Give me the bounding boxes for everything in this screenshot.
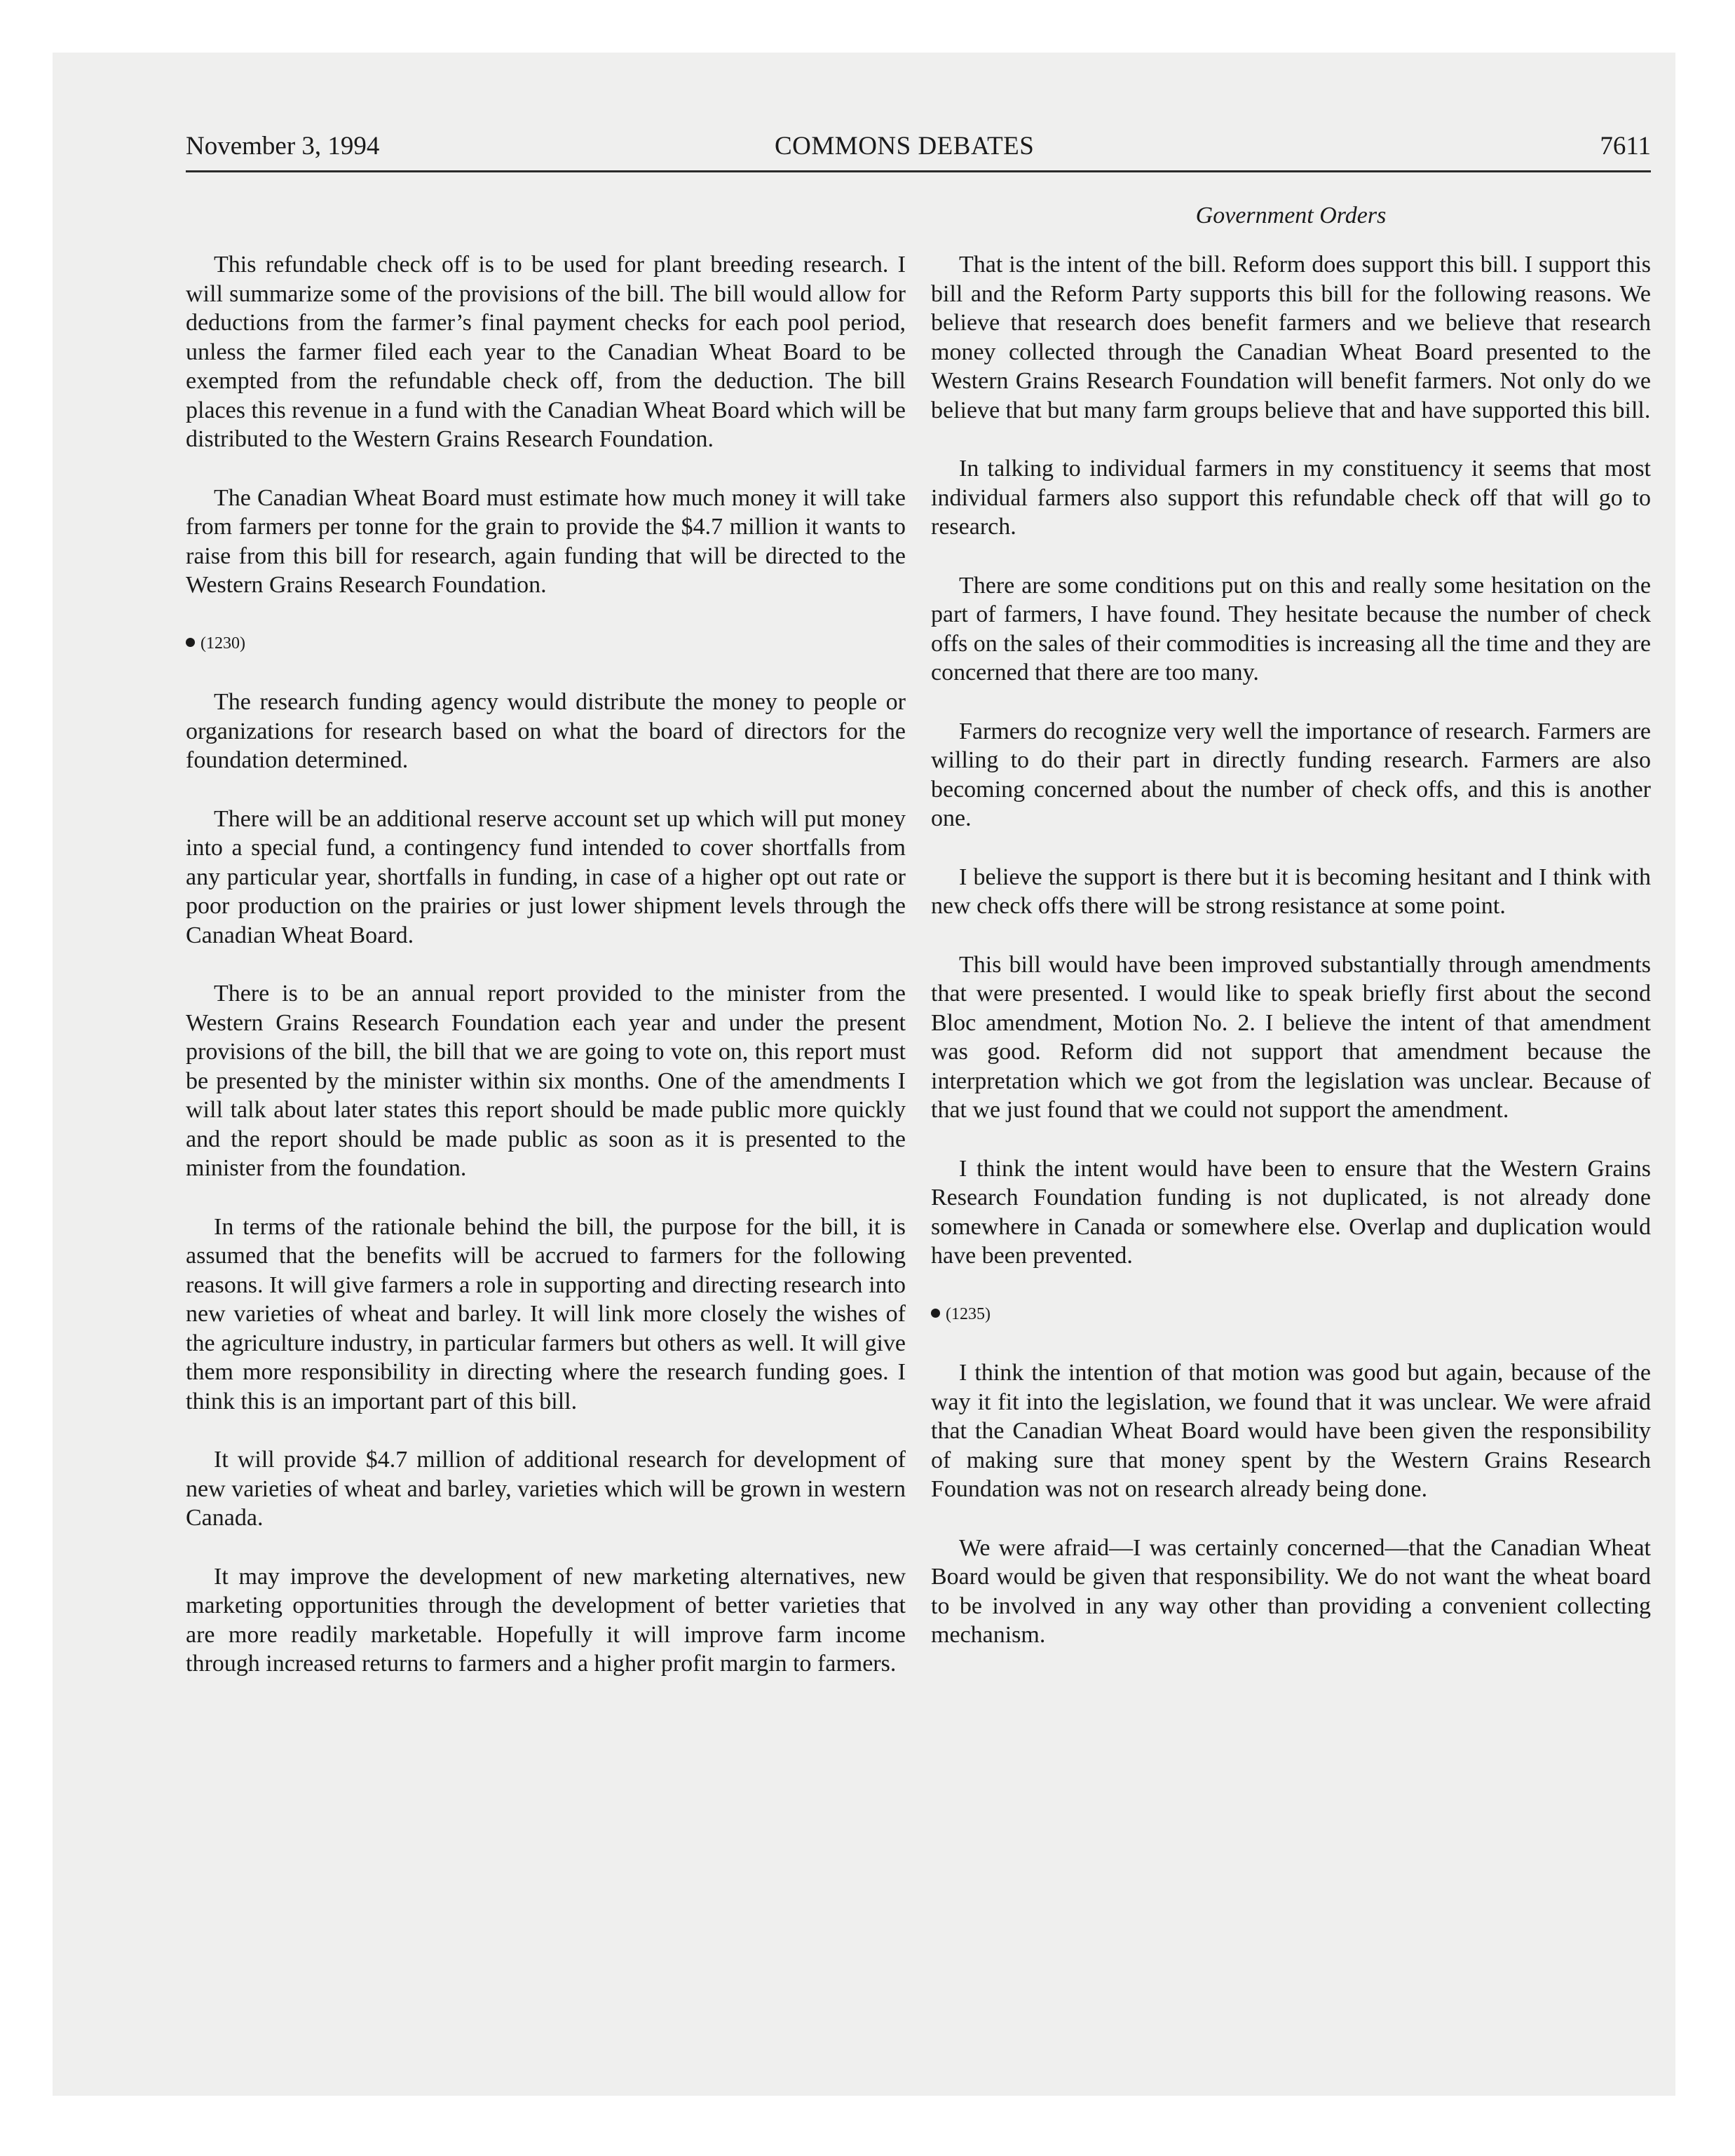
paragraph: This bill would have been improved substantially through amendments that were presented. I would like to speak briefly first about the second Bloc amendment, Motion No. 2. I believe the intent of that amendment was good. Reform did not support that amendment because the interpretation which we got from the legislation was unclear. Because of that we just found that we could not support the amendment. <box>931 951 1651 1123</box>
paragraph: In terms of the rationale behind the bill, the purpose for the bill, it is assumed that the benefits will be accrued to farmers for the following reasons. It will give farmers a role in supporting and directing research into new varieties of wheat and barley. It will link more closely the wishes of the agriculture industry, in particular farmers but others as well. It will give them more responsibility in directing where the research funding goes. I think this is an important part of this bill. <box>186 1213 906 1414</box>
left-column <box>186 250 906 1708</box>
paragraph: The Canadian Wheat Board must estimate how much money it will take from farmers per tonne for the grain to provide the $4.7 million it wants to raise from this bill for research, again funding that will be directed to the Western Grains Research Foundation. <box>186 484 906 598</box>
header-rule <box>186 170 1651 172</box>
paragraph: Farmers do recognize very well the importance of research. Farmers are willing to do their part in directly funding research. Farmers are also becoming concerned about the number of check offs, and this is another one. <box>931 718 1651 831</box>
paragraph: I think the intent would have been to ensure that the Western Grains Research Foundation funding is not duplicated, is not already done somewhere in Canada or somewhere else. Overlap and duplication would have been prevented. <box>931 1155 1651 1269</box>
page-header <box>186 128 1651 170</box>
section-title: Government Orders <box>1195 203 1387 228</box>
paragraph: There are some conditions put on this and really some hesitation on the part of farmers, I have found. They hesitate because the number of check offs on the sales of their commodities is increasing all the time and they are concerned that there are too many. <box>931 572 1651 685</box>
paragraph: It will provide $4.7 million of additional research for development of new varieties of wheat and barley, varieties which will be grown in western Canada. <box>186 1447 906 1531</box>
paragraph: There is to be an annual report provided to the minister from the Western Grains Research Foundation each year and under the present provisions of the bill, the bill that we are going to vote on, this report must be presented by the minister within six months. One of the amendments I will talk about later states this report should be made public more quickly and the report should be made public as soon as it is presented to the minister from the foundation. <box>186 981 906 1181</box>
time-marker <box>931 1300 1651 1330</box>
header-page-number: 7611 <box>1600 132 1651 161</box>
paragraph: In talking to individual farmers in my constituency it seems that most individual farmers also support this refundable check off that will go to research. <box>931 456 1651 540</box>
paragraph: There will be an additional reserve account set up which will put money into a special fund, a contingency fund intended to cover shortfalls from any particular year, shortfalls in funding, in case of a higher opt out rate or poor production on the prairies or just lower shipment levels through the Canadian Wheat Board. <box>186 805 906 948</box>
paragraph: The research funding agency would distribute the money to people or organizations for research based on what the board of directors for the foundation determined. <box>186 689 906 773</box>
paragraph: This refundable check off is to be used for plant breeding research. I will summarize some of the provisions of the bill. The bill would allow for deductions from the farmer’s final payment checks for each pool period, unless the farmer filed each year to the Canadian Wheat Board to be exempted from the refundable check off, from the deduction. The bill places this revenue in a fund with the Canadian Wheat Board which will be distributed to the Western Grains Research Foundation. <box>186 252 906 452</box>
paragraph: We were afraid—I was certainly concerned—that the Canadian Wheat Board would be given that responsibility. We do not want the wheat board to be involved in any way other than providing a convenient collecting mechanism. <box>931 1534 1651 1648</box>
time-marker <box>186 629 906 659</box>
paragraph: I think the intention of that motion was good but again, because of the way it fit into the legislation, we found that it was unclear. We were afraid that the Canadian Wheat Board would have been given the responsibility of making sure that money spent by the Western Grains Research Foundation was not on research already being done. <box>931 1360 1651 1502</box>
bullet-icon <box>186 638 195 647</box>
paragraph: That is the intent of the bill. Reform does support this bill. I support this bill and the Reform Party supports this bill for the following reasons. We believe that research does benefit farmers and we believe that research money collected through the Canadian Wheat Board presented to the Western Grains Research Foundation will benefit farmers. Not only do we believe that but many farm groups believe that and have supported this bill. <box>931 252 1651 423</box>
time-marker-label: (1235) <box>946 1304 991 1323</box>
paragraph: It may improve the development of new marketing alternatives, new marketing opportunities through the development of better varieties that are more readily marketable. Hopefully it will improve farm income through increased returns to farmers and a higher profit margin to farmers. <box>186 1563 906 1677</box>
time-marker-label: (1230) <box>200 634 245 653</box>
paragraph: I believe the support is there but it is becoming hesitant and I think with new check offs there will be strong resistance at some point. <box>931 864 1651 919</box>
bullet-icon <box>931 1309 940 1318</box>
header-journal-title: COMMONS DEBATES <box>775 132 1035 161</box>
header-date: November 3, 1994 <box>186 132 380 161</box>
right-column <box>931 250 1651 1679</box>
